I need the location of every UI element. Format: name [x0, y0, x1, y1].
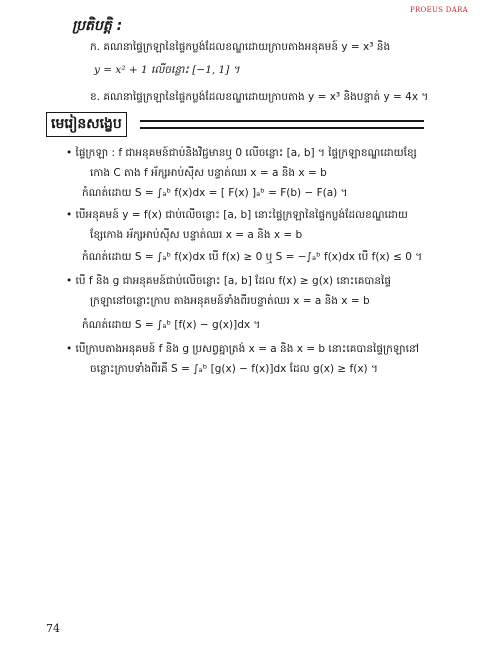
exercises-title: ប្រតិបត្តិ : — [72, 18, 123, 34]
summary-item-line: • បើក្រាបតាងអនុគមន៍ f និង g ប្រសព្វគ្នាត្រង់ x = a និង x = b នោះគេបានផ្ទៃក្រឡានៅ — [66, 343, 419, 355]
summary-item-line: កោង C តាង f អ័ក្សអាប់ស៊ីស បន្ទាត់ឈរ x = a និង x = b — [90, 167, 327, 179]
summary-item-line: • បើអនុគមន៍ y = f(x) ជាប់លើចន្លោះ [a, b] នោះផ្ទៃក្រឡានៃផ្ទៃកប្លង់ដែលខណ្ឌដោយ — [66, 209, 408, 221]
summary-item-line: • បើ f និង g ជាអនុគមន៍ជាប់លើចន្លោះ [a, b] ដែល f(x) ≥ g(x) នោះគេបានផ្ទៃ — [66, 275, 392, 287]
summary-item-line: កំណត់ដោយ S = ∫ₐᵇ [f(x) − g(x)]dx ។ — [82, 319, 261, 331]
summary-item-line: កំណត់ដោយ S = ∫ₐᵇ f(x)dx = [ F(x) ]ₐᵇ = F(b) − F(a) ។ — [82, 187, 348, 199]
summary-item-line: • ផ្ទៃក្រឡា : f ជាអនុគមន៍ជាប់និងវិជ្ជមានឬ 0 លើចន្លោះ [a, b] ។ ផ្ទៃក្រឡាខណ្ឌដោយខ្សែ — [66, 147, 417, 159]
summary-title-rule — [140, 120, 424, 129]
summary-item-line: ក្រឡានៅចន្លោះក្រាប តាងអនុគមន៍ទាំងពីរបន្ទាត់ឈរ x = a និង x = b — [90, 295, 370, 307]
summary-item-line: កំណត់ដោយ S = ∫ₐᵇ f(x)dx បើ f(x) ≥ 0 ឬ S = −∫ₐᵇ f(x)dx បើ f(x) ≤ 0 ។ — [82, 251, 423, 263]
page-number: 74 — [46, 622, 60, 635]
exercise-a-line1: ក. គណនាផ្ទៃក្រឡានៃផ្ទៃកប្លង់ដែលខណ្ឌដោយក្រាបតាងអនុគមន៍ y = x³ និង — [90, 41, 391, 53]
exercise-a-line2: y = x² + 1 លើចន្លោះ [−1, 1] ។ — [94, 64, 240, 76]
header-brand: PROEUS DARA — [409, 6, 468, 14]
summary-item-line: ចន្លោះក្រាបទាំងពីរគឺ S = ∫ₐᵇ [g(x) − f(x)]dx ដែល g(x) ≥ f(x) ។ — [90, 363, 378, 375]
exercise-b-line1: ខ. គណនាផ្ទៃក្រឡានៃផ្ទៃកប្លង់ដែលខណ្ឌដោយក្រាបតាង y = x³ និងបន្ទាត់ y = 4x ។ — [90, 91, 429, 103]
summary-title: មេរៀនសង្ខេប — [46, 112, 127, 137]
summary-item-line: ខ្សែកោង អ័ក្សអាប់ស៊ីស បន្ទាត់ឈរ x = a និង x = b — [90, 229, 303, 241]
